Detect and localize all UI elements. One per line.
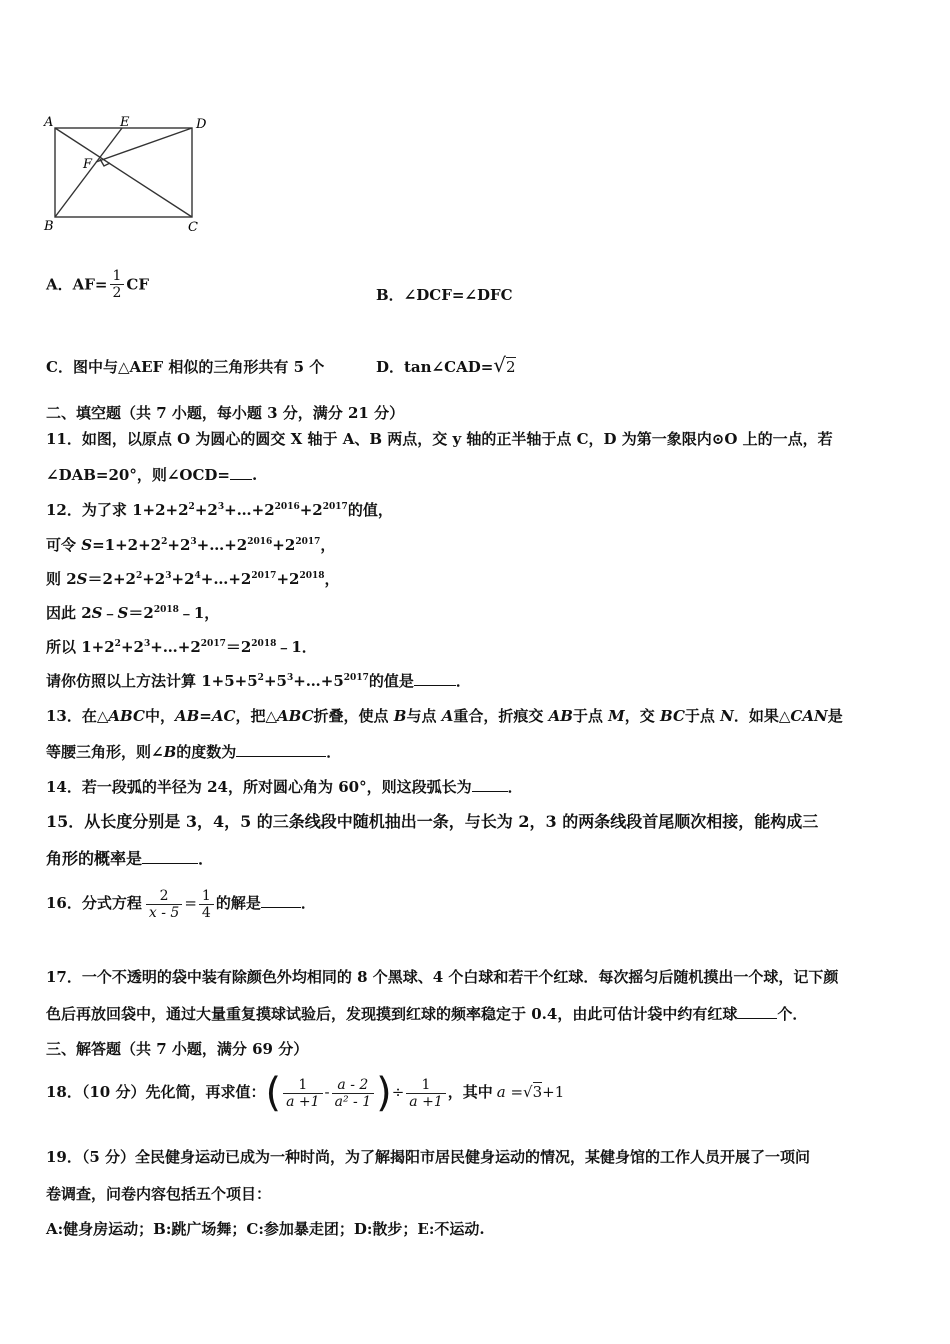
q12-line6: 请你仿照以上方法计算 $1+5+5^2+5^3+\dots+5^{2017}$的值是 ． <box>46 672 471 690</box>
q19-line1: 19．（5 分）全民健身运动已成为一种时尚，为了解揭阳市居民健身运动的情况，某健身馆的工作人员开展了一项问 <box>46 1148 811 1166</box>
q17-line1: 17．一个不透明的袋中装有除颜色外均相同的 8 个黑球、4 个白球和若干个红球．每次摇匀后随机摸出一个球，记下颜 <box>46 968 839 986</box>
label-e: E <box>120 115 130 130</box>
q10-option-b: B．∠DCF=∠DFC <box>376 286 513 304</box>
q12-line3: 则 $2S=2+2^2+2^3+2^4+\dots+2^{2017}+2^{2018}$， <box>46 570 340 588</box>
label-d: D <box>196 117 207 132</box>
q13-line1: 13．在△ABC中，AB=AC，把△ABC折叠，使点 B与点 A重合，折痕交 AB于点 M，交 BC于点 N．如果△CAN是 <box>46 707 843 725</box>
q12-line1: 12．为了求 $1+2+2^2+2^3+\dots+2^{2016}+2^{2017}$的值， <box>46 501 393 519</box>
q18: 18．（10 分）先化简，再求值：( $\frac{1}{a +1}$ - $\frac{a - 2}{\text{a² - 1}}$ )÷ $\frac{1}{a +1}$ ，其中 a =√3+1 <box>46 1070 565 1116</box>
q19-line2: 卷调查，问卷内容包括五个项目： <box>46 1185 272 1203</box>
label-c: C <box>188 220 198 235</box>
q15-line2: 角形的概率是 ． <box>46 849 215 868</box>
q11-line2: ∠DAB=20°，则∠OCD= . <box>46 466 258 484</box>
fraction-2-over-x-minus-5: $\frac{2}{x - 5}$ <box>146 888 182 921</box>
section2-heading: 二、填空题（共 7 小题，每小题 3 分，满分 21 分） <box>46 404 405 422</box>
q10-option-a: A．AF= $\frac{1}{2}$ CF <box>46 268 150 301</box>
q10-option-d: D．tan∠CAD=√2 <box>376 353 516 377</box>
q11-line1: 11．如图，以原点 O 为圆心的圆交 X 轴于 A、B 两点，交 y 轴的正半轴于点 C，D 为第一象限内⊙O 上的一点，若 <box>46 430 833 448</box>
q12-line2: 可令 $S=1+2+2^2+2^3+\dots+2^{2016}+2^{2017}$， <box>46 536 336 554</box>
q19-line3: A:健身房运动；B:跳广场舞；C:参加暴走团；D:散步；E:不运动. <box>46 1220 485 1238</box>
q14: 14．若一段弧的半径为 24，所对圆心角为 60°，则这段弧长为 ． <box>46 778 523 796</box>
section3-heading: 三、解答题（共 7 小题，满分 69 分） <box>46 1040 309 1058</box>
q13-line2: 等腰三角形，则∠B的度数为 ． <box>46 743 342 761</box>
label-b: B <box>44 219 54 234</box>
q17-line2: 色后再放回袋中，通过大量重复摸球试验后，发现摸到红球的频率稳定于 0.4，由此可估计袋中约有红球 个． <box>46 1005 808 1023</box>
label-f: F <box>83 157 93 172</box>
q12-line4: 因此 $2S﹣S=2^{2018}﹣1$， <box>46 604 220 622</box>
label-a: A <box>44 115 54 130</box>
sqrt-symbol: √2 <box>493 353 516 377</box>
fraction-1-over-4: $\frac{1}{4}$ <box>199 888 214 921</box>
q15-line1: 15．从长度分别是 3，4，5 的三条线段中随机抽出一条，与长为 2，3 的两条线段首尾顺次相接，能构成三 <box>46 812 819 831</box>
q10-option-c: C．图中与△AEF 相似的三角形共有 5 个 <box>46 358 325 376</box>
fraction-half: $\frac{1}{2}$ <box>110 268 125 301</box>
q16: 16．分式方程 $\frac{2}{x - 5}$ = $\frac{1}{4}$ 的解是 ． <box>46 887 316 921</box>
rectangle-figure <box>40 110 215 240</box>
q12-line5: 所以 $1+2^2+2^3+\dots+2^{2017}=2^{2018}﹣1$． <box>46 638 317 656</box>
